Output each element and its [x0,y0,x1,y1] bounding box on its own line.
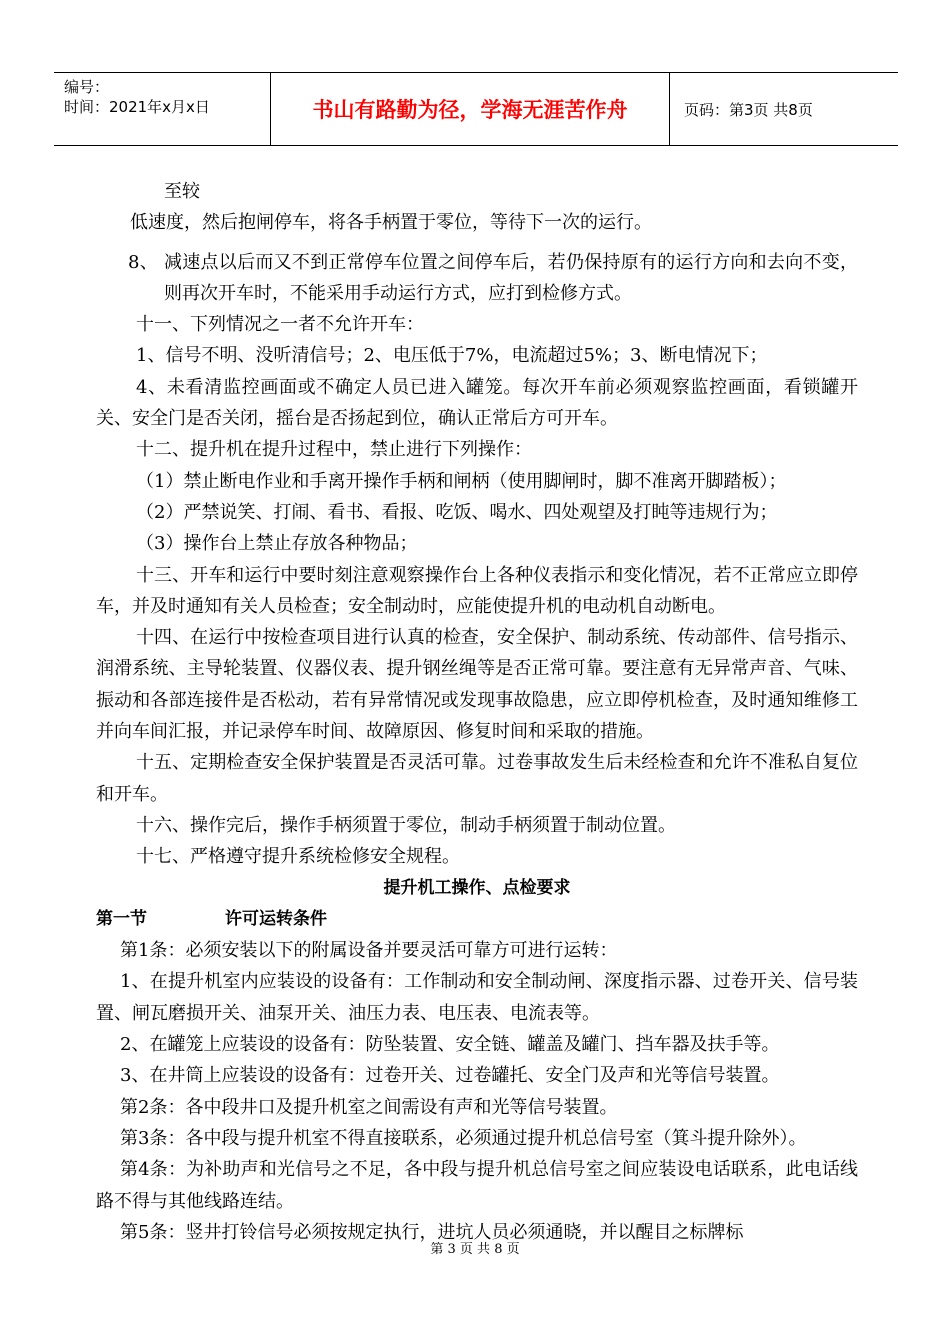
paragraph: 十二、提升机在提升过程中，禁止进行下列操作： [136,439,532,461]
page-footer: 第 3 页 共 8 页 [430,1242,520,1257]
paragraph: （2）严禁说笑、打闹、看书、看报、吃饭、喝水、四处观望及打盹等违规行为； [136,501,778,523]
header-meta-cell [54,73,271,145]
paragraph: 十七、严格遵守提升系统检修安全规程。 [136,846,460,868]
paragraph: 十四、在运行中按检查项目进行认真的检查，安全保护、制动系统、传动部件、信号指示、润滑系统、主导轮装置、仪器仪表、提升钢丝绳等是否正常可靠。要注意有无异常声音、气味、振动和各部连接件是否松动，若有异常情况或发现事故隐患，应立即停机检查，及时通知维修工并向车间汇报，并记录停车时间、故障原因、修复时间和采取的措施。 [96,627,858,743]
paragraph: 第2条：各中段井口及提升机室之间需设有声和光等信号装置。 [120,1096,618,1118]
paragraph: （3）操作台上禁止存放各种物品； [136,533,418,555]
header-page-info: 页码：第3页 共8页 [684,100,813,119]
paragraph: 8、 减速点以后而又不到正常停车位置之间停车后，若仍保持原有的运行方向和去向不变，则再次开车时，不能采用手动运行方式，应打到检修方式。 [128,251,858,304]
paragraph: 1、信号不明、没听清信号；2、电压低于7%，电流超过5%；3、断电情况下； [136,345,768,367]
paragraph: 第5条：竖井打铃信号必须按规定执行，进坑人员必须通晓，并以醒目之标牌标 [120,1221,744,1243]
paragraph: 至较 [164,181,200,202]
header-motto: 书山有路勤为径，学海无涯苦作舟 [271,73,670,145]
paragraph: 十三、开车和运行中要时刻注意观察操作台上各种仪表指示和变化情况，若不正常应立即停车，并及时通知有关人员检查；安全制动时，应能使提升机的电动机自动断电。 [96,564,858,617]
paragraph: 十五、定期检查安全保护装置是否灵活可靠。过卷事故发生后未经检查和允许不准私自复位和开车。 [96,752,858,805]
paragraph: 3、在井筒上应装设的设备有：过卷开关、过卷罐托、安全门及声和光等信号装置。 [120,1065,780,1087]
number-label: 编号： [64,78,110,96]
paragraph: 十六、操作完后，操作手柄须置于零位，制动手柄须置于制动位置。 [136,814,676,836]
paragraph: 第4条：为补助声和光信号之不足，各中段与提升机总信号室之间应装设电话联系，此电话线路不得与其他线路连结。 [96,1159,858,1212]
section-title: 提升机工操作、点检要求 [383,877,571,898]
section-name: 许可运转条件 [225,908,327,929]
paragraph: 第1条：必须安装以下的附属设备并要灵活可靠方可进行运转： [120,940,618,962]
paragraph: 4、未看清监控画面或不确定人员已进入罐笼。每次开车前必须观察监控画面，看锁罐开关、安全门是否关闭，摇台是否扬起到位，确认正常后方可开车。 [96,376,858,430]
paragraph: 第3条：各中段与提升机室不得直接联系，必须通过提升机总信号室（箕斗提升除外）。 [120,1127,807,1149]
section-heading [96,904,858,935]
paragraph: 2、在罐笼上应装设的设备有：防坠装置、安全链、罐盖及罐门、挡车器及扶手等。 [120,1034,780,1056]
paragraph: （1）禁止断电作业和手离开操作手柄和闸柄（使用脚闸时，脚不准离开脚踏板）； [136,470,787,492]
paragraph: 十一、下列情况之一者不允许开车： [136,314,424,336]
page-header [54,72,898,146]
time-label: 时间：2021年x月x日 [64,98,210,116]
paragraph: 低速度，然后抱闸停车，将各手柄置于零位，等待下一次的运行。 [130,212,652,234]
paragraph: 1、在提升机室内应装设的设备有：工作制动和安全制动闸、深度指示器、过卷开关、信号装置、闸瓦磨损开关、油泵开关、油压力表、电压表、电流表等。 [96,971,858,1024]
section-number: 第一节 [96,908,147,929]
document-body [96,176,858,1248]
